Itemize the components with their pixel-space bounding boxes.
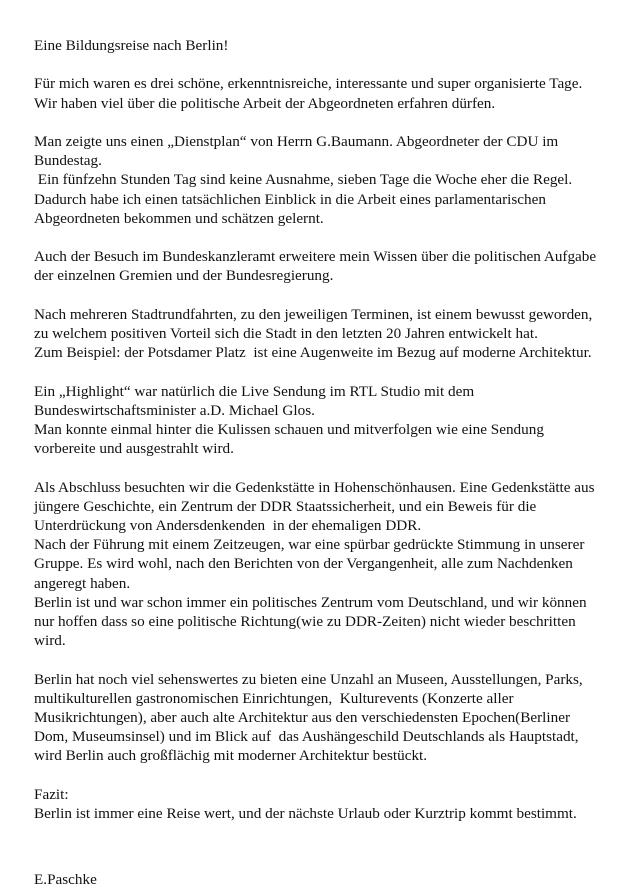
spacer — [34, 286, 612, 305]
paragraph-4-line: zu welchem positiven Vorteil sich die Stadt in den letzten 20 Jahren entwickelt hat. — [34, 324, 538, 342]
paragraph-6-line: Als Abschluss besuchten wir die Gedenkstätte in Hohenschönhausen. Eine Gedenkstätte aus — [34, 478, 595, 496]
signature: E.Paschke — [34, 871, 97, 889]
paragraph-1-line: Wir haben viel über die politische Arbeit der Abgeordneten erfahren dürfen. — [34, 94, 496, 112]
paragraph-4-line: Zum Beispiel: der Potsdamer Platz ist eine Augenweite im Bezug auf moderne Architektur. — [34, 344, 592, 362]
paragraph-7-line: Musikrichtungen), aber auch alte Architektur aus den verschiedensten Epochen(Berliner — [34, 709, 571, 726]
letter-title: Eine Bildungsreise nach Berlin! — [34, 37, 229, 54]
paragraph-2-line: Abgeordneten bekommen und schätzen gelernt. — [34, 209, 324, 227]
paragraph-6-line: wird. — [34, 632, 66, 650]
paragraph-2-line: Dadurch habe ich einen tatsächlichen Einblick in die Arbeit eines parlamentarischen — [34, 190, 546, 208]
paragraph-7-line: Berlin hat noch viel sehenswertes zu bieten eine Unzahl an Museen, Ausstellungen, Parks, — [34, 670, 583, 688]
paragraph-6-line: Gruppe. Es wird wohl, nach den Berichten von der Vergangenheit, alle zum Nachdenken — [34, 555, 573, 573]
paragraph-5-line: vorbereite und ausgestrahlt wird. — [34, 440, 234, 458]
spacer — [34, 362, 612, 381]
paragraph-7-line: wird Berlin auch großflächig mit moderner Architektur bestückt. — [34, 747, 428, 765]
paragraph-6-line: Nach der Führung mit einem Zeitzeugen, war eine spürbar gedrückte Stimmung in unserer — [34, 536, 585, 554]
paragraph-6-line: Unterdrückung von Andersdenkenden in der ehemaligen DDR. — [34, 516, 422, 534]
paragraph-3-line: der einzelnen Gremien und der Bundesregierung. — [34, 267, 334, 285]
paragraph-2-line: Bundestag. — [34, 152, 102, 170]
paragraph-6-line: angeregt haben. — [34, 574, 131, 592]
spacer — [34, 458, 612, 477]
spacer — [34, 842, 612, 870]
fazit-label: Fazit: — [34, 785, 69, 803]
paragraph-7-line: Dom, Museumsinsel) und im Blick auf das Aushängeschild Deutschlands als Hauptstadt, — [34, 728, 579, 746]
paragraph-2-line: Man zeigte uns einen „Dienstplan“ von Herrn G.Baumann. Abgeordneter der CDU im — [34, 132, 559, 150]
paragraph-3-line: Auch der Besuch im Bundeskanzleramt erweitere mein Wissen über die politischen Aufgabe — [34, 248, 597, 266]
fazit-text: Berlin ist immer eine Reise wert, und der nächste Urlaub oder Kurztrip kommt bestimmt. — [34, 805, 577, 822]
paragraph-5-line: Man konnte einmal hinter die Kulissen schauen und mitverfolgen wie eine Sendung — [34, 420, 544, 438]
paragraph-6-line: jüngere Geschichte, ein Zentrum der DDR Staatssicherheit, und ein Beweis für die — [34, 497, 537, 515]
paragraph-1-line: Für mich waren es drei schöne, erkenntnisreiche, interessante und super organisierte Tage. — [34, 75, 583, 93]
paragraph-6-line: Berlin ist und war schon immer ein politisches Zentrum vom Deutschland, und wir können — [34, 593, 587, 611]
spacer — [34, 55, 612, 74]
spacer — [34, 113, 612, 132]
spacer — [34, 823, 612, 842]
paragraph-5-line: Ein „Highlight“ war natürlich die Live Sendung im RTL Studio mit dem — [34, 382, 475, 400]
spacer — [34, 650, 612, 669]
spacer — [34, 766, 612, 785]
paragraph-5-line: Bundeswirtschaftsminister a.D. Michael Glos. — [34, 401, 315, 419]
paragraph-4-line: Nach mehreren Stadtrundfahrten, zu den jeweiligen Terminen, ist einem bewusst geworden, — [34, 305, 593, 323]
paragraph-6-line: nur hoffen dass so eine politische Richtung(wie zu DDR-Zeiten) nicht wieder beschritten — [34, 613, 576, 630]
paragraph-7-line: multikulturellen gastronomischen Einrichtungen, Kulturevents (Konzerte aller — [34, 689, 514, 707]
paragraph-2-line: Ein fünfzehn Stunden Tag sind keine Ausnahme, sieben Tage die Woche eher die Regel. — [34, 171, 573, 189]
spacer — [34, 228, 612, 247]
